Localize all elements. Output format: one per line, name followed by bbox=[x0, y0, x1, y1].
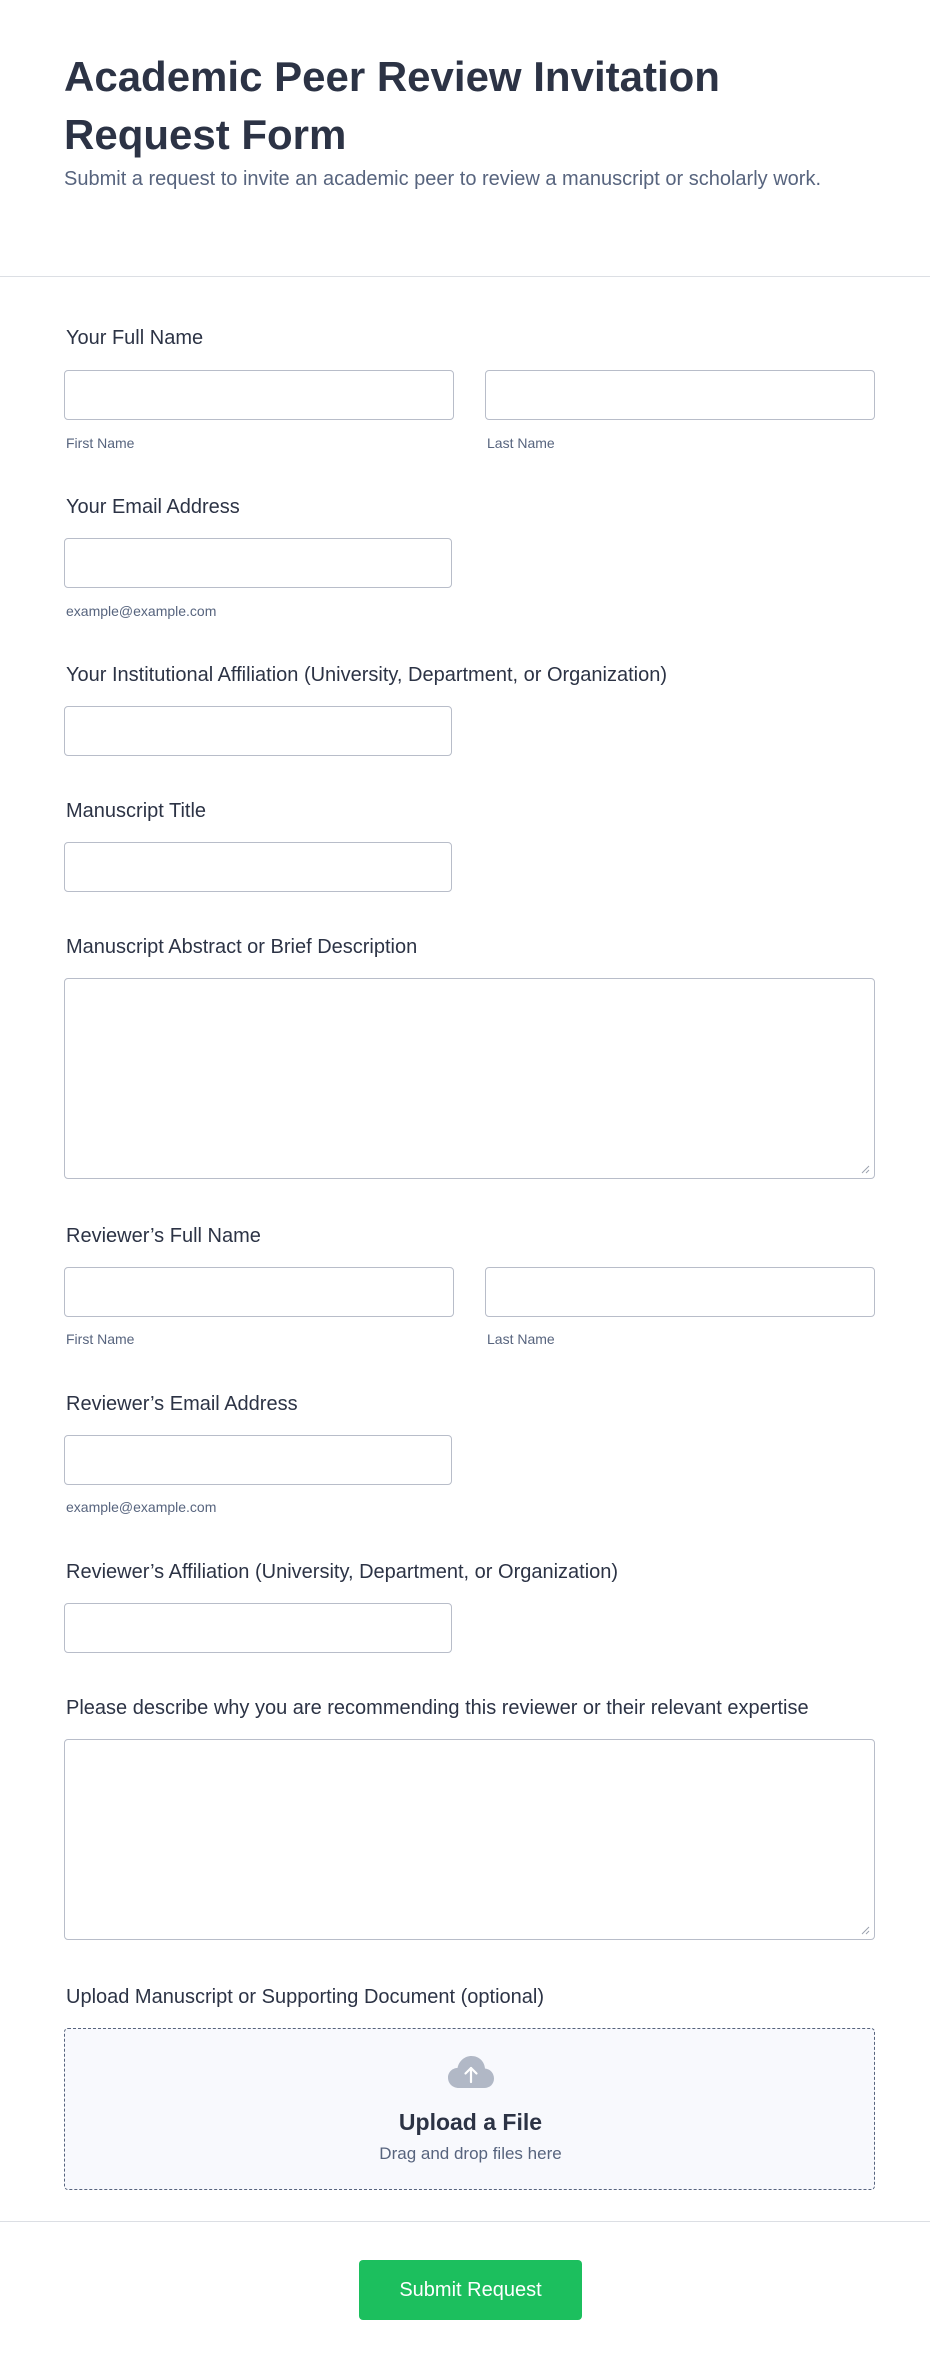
your-affiliation-label: Your Institutional Affiliation (University, Department, or Organization) bbox=[66, 664, 668, 686]
reviewer-last-name-input[interactable] bbox=[485, 1267, 875, 1317]
recommendation-textarea[interactable] bbox=[64, 1739, 875, 1940]
your-first-name-input[interactable] bbox=[64, 370, 454, 420]
reviewer-first-name-input[interactable] bbox=[64, 1267, 454, 1317]
your-email-label: Your Email Address bbox=[66, 496, 240, 518]
upload-label: Upload Manuscript or Supporting Document (optional) bbox=[66, 1986, 545, 2008]
reviewer-email-sublabel: example@example.com bbox=[66, 1499, 217, 1515]
reviewer-name-label: Reviewer’s Full Name bbox=[66, 1225, 261, 1247]
manuscript-title-input[interactable] bbox=[64, 842, 452, 892]
upload-title: Upload a File bbox=[398, 2109, 543, 2135]
upload-hint: Drag and drop files here bbox=[379, 2144, 562, 2163]
your-last-name-input[interactable] bbox=[485, 370, 875, 420]
your-last-name-sublabel: Last Name bbox=[487, 435, 555, 451]
page-subtitle: Submit a request to invite an academic peer to review a manuscript or scholarly work. bbox=[64, 168, 822, 190]
reviewer-email-input[interactable] bbox=[64, 1435, 452, 1485]
your-email-input[interactable] bbox=[64, 538, 452, 588]
cloud-upload-icon bbox=[447, 2054, 495, 2090]
form-footer bbox=[0, 2221, 930, 2367]
reviewer-first-name-sublabel: First Name bbox=[66, 1331, 135, 1347]
your-affiliation-input[interactable] bbox=[64, 706, 452, 756]
reviewer-affiliation-label: Reviewer’s Affiliation (University, Department, or Organization) bbox=[66, 1561, 619, 1583]
reviewer-email-label: Reviewer’s Email Address bbox=[66, 1393, 298, 1415]
resize-grip-icon[interactable] bbox=[860, 1164, 870, 1174]
resize-grip-icon[interactable] bbox=[860, 1925, 870, 1935]
manuscript-abstract-textarea[interactable] bbox=[64, 978, 875, 1179]
manuscript-title-label: Manuscript Title bbox=[66, 800, 207, 822]
form-header bbox=[0, 0, 930, 277]
file-upload-dropzone[interactable] bbox=[64, 2028, 875, 2190]
reviewer-last-name-sublabel: Last Name bbox=[487, 1331, 555, 1347]
your-email-sublabel: example@example.com bbox=[66, 603, 217, 619]
reviewer-affiliation-input[interactable] bbox=[64, 1603, 452, 1653]
recommendation-label: Please describe why you are recommending this reviewer or their relevant expertise bbox=[66, 1697, 809, 1719]
your-first-name-sublabel: First Name bbox=[66, 435, 135, 451]
your-name-label: Your Full Name bbox=[66, 327, 204, 349]
manuscript-abstract-label: Manuscript Abstract or Brief Description bbox=[66, 936, 418, 958]
page-title: Academic Peer Review Invitation Request Form bbox=[64, 53, 720, 158]
submit-button[interactable]: Submit Request bbox=[359, 2260, 582, 2320]
